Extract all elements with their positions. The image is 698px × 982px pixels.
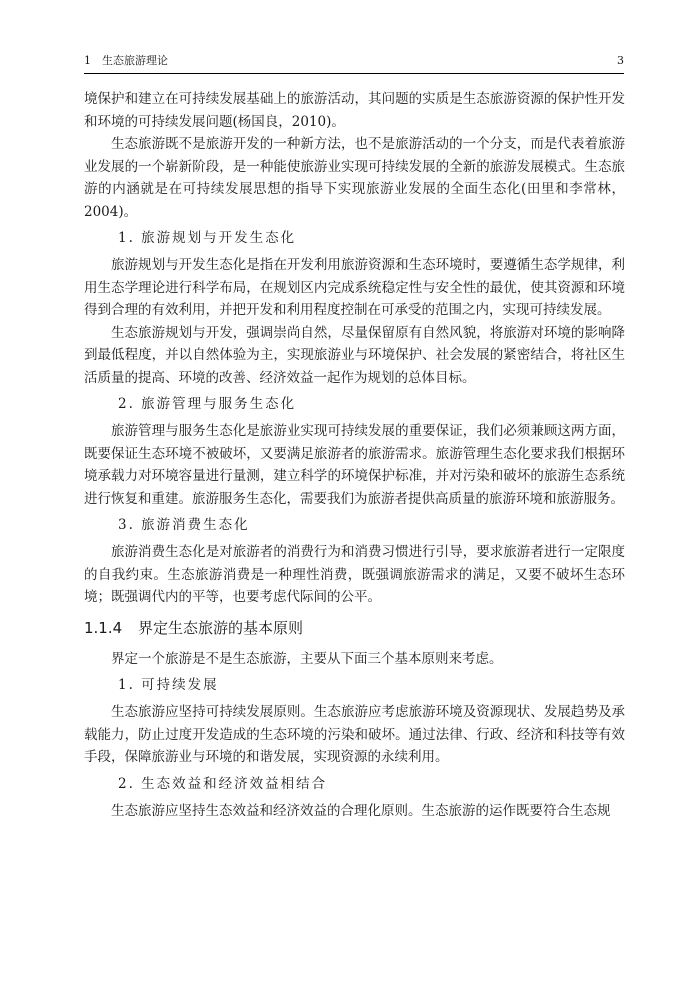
subheading: 1. 旅游规划与开发生态化 xyxy=(118,230,297,246)
paragraph: 生态旅游应坚持可持续发展原则。生态旅游应考虑旅游环境及资源现状、发展趋势及承载能力，防止过度开发造成的生态环境的污染和破坏。通过法律、行政、经济和科技等有效手段，保障旅游业与环境的和谐发展，实现资源的永续利用。 xyxy=(84,704,625,765)
running-header xyxy=(84,52,624,70)
paragraph: 境保护和建立在可持续发展基础上的旅游活动，其问题的实质是生态旅游资源的保护性开发和环境的可持续发展问题(杨国良，2010)。 xyxy=(84,91,625,130)
paragraph: 旅游消费生态化是对旅游者的消费行为和消费习惯进行引导，要求旅游者进行一定限度的自我约束。生态旅游消费是一种理性消费，既强调旅游需求的满足，又要不破坏生态环境；既强调代内的平等，也要考虑代际间的公平。 xyxy=(84,544,625,605)
header-rule xyxy=(84,73,624,74)
section-number: 1.1.4 xyxy=(84,618,123,637)
paragraph: 生态旅游规划与开发，强调崇尚自然，尽量保留原有自然风貌，将旅游对环境的影响降到最低程度，并以自然体验为主，实现旅游业与环境保护、社会发展的紧密结合，将社区生活质量的提高、环境的改善、经济效益一起作为规划的总体目标。 xyxy=(84,324,625,386)
section-heading xyxy=(84,617,625,639)
paragraph: 旅游规划与开发生态化是指在开发利用旅游资源和生态环境时，要遵循生态学规律，利用生态学理论进行科学布局，在规划区内完成系统稳定性与安全性的最优，使其资源和环境得到合理的有效利用，并把开发和利用程度控制在可承受的范围之内，实现可持续发展。 xyxy=(84,257,625,318)
subheading: 2. 生态效益和经济效益相结合 xyxy=(118,775,328,792)
paragraph: 旅游管理与服务生态化是旅游业实现可持续发展的重要保证，我们必须兼顾这两方面，既要保证生态环境不被破坏，又要满足旅游者的旅游需求。旅游管理生态化要求我们根据环境承载力对环境容量进行量测，建立科学的环境保护标准，并对污染和破坏的旅游生态系统进行恢复和重建。旅游服务生态化，需要我们为旅游者提供高质量的旅游环境和旅游服务。 xyxy=(84,423,625,507)
paragraph: 生态旅游既不是旅游开发的一种新方法，也不是旅游活动的一个分支，而是代表着旅游业发展的一个崭新阶段，是一种能使旅游业实现可持续发展的全新的旅游发展模式。生态旅游的内涵就是在可持续发展思想的指导下实现旅游业发展的全面生态化(田里和李常林，2004)。 xyxy=(84,136,625,220)
chapter-title: 1 生态旅游理论 xyxy=(84,54,168,67)
paragraph: 生态旅游应坚持生态效益和经济效益的合理化原则。生态旅游的运作既要符合生态规 xyxy=(111,802,611,819)
subheading: 1. 可持续发展 xyxy=(118,677,219,693)
subheading: 3. 旅游消费生态化 xyxy=(118,517,250,533)
page-body xyxy=(84,88,625,822)
subheading: 2. 旅游管理与服务生态化 xyxy=(118,396,297,412)
section-title: 界定生态旅游的基本原则 xyxy=(138,618,304,637)
page-number: 3 xyxy=(617,54,624,67)
paragraph: 界定一个旅游是不是生态旅游，主要从下面三个基本原则来考虑。 xyxy=(111,650,503,667)
